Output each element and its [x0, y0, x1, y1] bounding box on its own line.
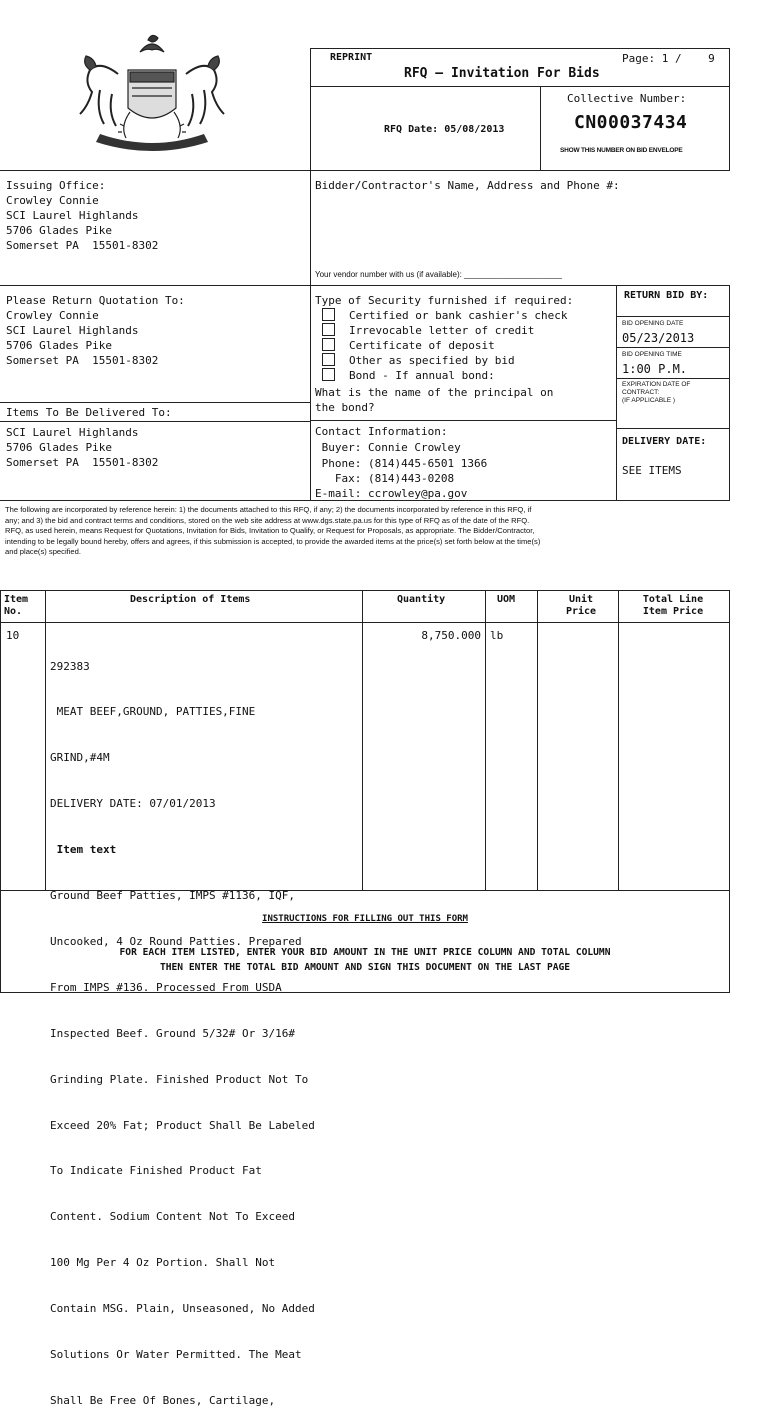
instructions-line: FOR EACH ITEM LISTED, ENTER YOUR BID AMOUNT IN THE UNIT PRICE COLUMN AND TOTAL COLUMN — [119, 947, 611, 958]
item-uom: lb — [490, 629, 504, 642]
item-text-line: 100 Mg Per 4 Oz Portion. Shall Not — [50, 1256, 276, 1270]
security-option-label: Irrevocable letter of credit — [349, 324, 535, 337]
delivered-to-line: Somerset PA 15501-8302 — [6, 456, 159, 469]
terms-line: intending to be legally bound hereby, offers and agrees, if this submission is accepted, to provide the awarded items at the price(s) set forth below at the time(s) — [5, 536, 541, 546]
terms-line: and place(s) specified. — [5, 547, 81, 556]
issuing-office-line: SCI Laurel Highlands — [6, 209, 139, 222]
collective-number-label: Collective Number: — [567, 92, 687, 105]
security-option-label: Bond - If annual bond: — [349, 369, 495, 382]
issuing-office-line: Crowley Connie — [6, 194, 99, 207]
contact-label: Contact Information: — [315, 425, 448, 438]
return-to-line: Somerset PA 15501-8302 — [6, 354, 159, 367]
item-description — [50, 628, 315, 1423]
security-option-certificate-of-deposit[interactable] — [322, 338, 495, 353]
collective-number: CN00037434 — [574, 112, 688, 133]
contact-fax: Fax: (814)443-0208 — [315, 472, 455, 485]
reprint-label: REPRINT — [330, 52, 373, 63]
return-to-line: Crowley Connie — [6, 309, 99, 322]
item-text-line: Ground Beef Patties, IMPS #1136, IQF, — [50, 889, 296, 903]
pennsylvania-coat-of-arms-seal — [60, 30, 245, 152]
issuing-office-label: Issuing Office: — [6, 179, 106, 192]
item-delivery-date: DELIVERY DATE: 07/01/2013 — [50, 797, 216, 811]
bond-principal-question: the bond? — [315, 401, 375, 414]
contact-phone: Phone: (814)445-6501 1366 — [315, 457, 488, 470]
security-option-letter-of-credit[interactable] — [322, 323, 534, 338]
vendor-number-field[interactable]: Your vendor number with us (if available): ______________________ — [315, 270, 562, 279]
item-text-line: From IMPS #136. Processed From USDA — [50, 980, 282, 994]
delivery-date-label: DELIVERY DATE: — [622, 436, 707, 447]
issuing-office-line: 5706 Glades Pike — [6, 224, 112, 237]
page-current: 1 / — [661, 52, 682, 65]
item-text-line: Inspected Beef. Ground 5/32# Or 3/16# — [50, 1026, 296, 1040]
security-label: Type of Security furnished if required: — [315, 294, 574, 307]
security-option-cashiers-check[interactable] — [322, 308, 568, 323]
delivered-to-label: Items To Be Delivered To: — [6, 406, 172, 419]
delivery-date-value: SEE ITEMS — [622, 464, 682, 477]
checkbox[interactable] — [322, 308, 335, 321]
checkbox[interactable] — [322, 368, 335, 381]
item-text-line: Grinding Plate. Finished Product Not To — [50, 1072, 309, 1086]
rfq-date: RFQ Date: 05/08/2013 — [384, 124, 505, 135]
item-number: 10 — [6, 629, 20, 642]
item-quantity: 8,750.000 — [421, 629, 481, 642]
item-text-line: To Indicate Finished Product Fat — [50, 1164, 262, 1178]
item-text-line: Content. Sodium Content Not To Exceed — [50, 1210, 296, 1224]
col-header-total-line-item-price: Total Line Item Price — [642, 594, 704, 617]
bid-opening-date-label: BID OPENING DATE — [622, 320, 684, 327]
issuing-office-line: Somerset PA 15501-8302 — [6, 239, 159, 252]
col-header-description: Description of Items — [130, 594, 251, 605]
return-to-label: Please Return Quotation To: — [6, 294, 185, 307]
expiration-date-label: EXPIRATION DATE OF CONTRACT: — [622, 381, 691, 396]
contact-email: E-mail: ccrowley@pa.gov — [315, 487, 468, 500]
form-title: RFQ – Invitation For Bids — [404, 66, 600, 81]
bid-opening-time: 1:00 P.M. — [622, 362, 688, 376]
col-header-item-no: Item No. — [4, 594, 29, 617]
col-header-unit-price: Unit Price — [565, 594, 597, 617]
bond-principal-question: What is the name of the principal on — [315, 386, 554, 399]
contact-buyer: Buyer: Connie Crowley — [315, 441, 461, 454]
page-label: Page: — [622, 52, 656, 65]
return-bid-label: RETURN BID BY: — [624, 290, 709, 301]
instructions-title: INSTRUCTIONS FOR FILLING OUT THIS FORM — [262, 914, 468, 924]
unit-price-field[interactable] — [541, 626, 615, 886]
item-text-line: Exceed 20% Fat; Product Shall Be Labeled — [50, 1118, 315, 1132]
page-total: 9 — [708, 52, 715, 65]
terms-line: RFQ, as used herein, means Request for Quotations, Invitation for Bids, Invitation to Qualify, or Request for Proposals, as appropriate. The Bidder/Contractor, — [5, 526, 535, 535]
item-name: MEAT BEEF,GROUND, PATTIES,FINE — [50, 705, 256, 719]
return-to-line: 5706 Glades Pike — [6, 339, 112, 352]
terms-line: The following are incorporated by reference herein: 1) the documents attached to this RFQ, if any; 2) the documents incorporated by reference in this RFQ, if — [5, 505, 532, 514]
page-number — [622, 52, 715, 65]
bid-opening-date: 05/23/2013 — [622, 331, 695, 345]
checkbox[interactable] — [322, 338, 335, 351]
item-text-label: Item text — [50, 843, 117, 857]
item-code: 292383 — [50, 659, 90, 673]
item-name: GRIND,#4M — [50, 751, 110, 765]
return-to-line: SCI Laurel Highlands — [6, 324, 139, 337]
item-text-line: Shall Be Free Of Bones, Cartilage, — [50, 1393, 276, 1407]
bidder-label: Bidder/Contractor's Name, Address and Phone #: — [315, 179, 620, 192]
security-option-label: Certified or bank cashier's check — [349, 309, 568, 322]
checkbox[interactable] — [322, 353, 335, 366]
item-text-line: Uncooked, 4 Oz Round Patties. Prepared — [50, 934, 302, 948]
instructions-line: THEN ENTER THE TOTAL BID AMOUNT AND SIGN THIS DOCUMENT ON THE LAST PAGE — [159, 962, 571, 973]
bid-opening-time-label: BID OPENING TIME — [622, 351, 682, 358]
delivered-to-line: 5706 Glades Pike — [6, 441, 112, 454]
col-header-quantity: Quantity — [397, 594, 446, 605]
show-number-note: SHOW THIS NUMBER ON BID ENVELOPE — [560, 147, 683, 154]
security-option-label: Certificate of deposit — [349, 339, 495, 352]
col-header-uom: UOM — [497, 594, 516, 605]
security-option-other[interactable] — [322, 353, 515, 368]
terms-paragraph — [5, 505, 727, 558]
item-text-line: Contain MSG. Plain, Unseasoned, No Added — [50, 1302, 315, 1316]
checkbox[interactable] — [322, 323, 335, 336]
total-line-item-price-field[interactable] — [622, 626, 726, 886]
terms-line: any; and 3) the bid and contract terms and conditions, stored on the web site address at www.dgs.state.pa.us for this type of RFQ as of the date of the RFQ. — [5, 515, 530, 525]
item-text-line: Solutions Or Water Permitted. The Meat — [50, 1347, 302, 1361]
delivered-to-line: SCI Laurel Highlands — [6, 426, 139, 439]
security-option-bond[interactable] — [322, 368, 495, 383]
expiration-date-note: (IF APPLICABLE ) — [622, 397, 676, 404]
security-option-label: Other as specified by bid — [349, 354, 515, 367]
